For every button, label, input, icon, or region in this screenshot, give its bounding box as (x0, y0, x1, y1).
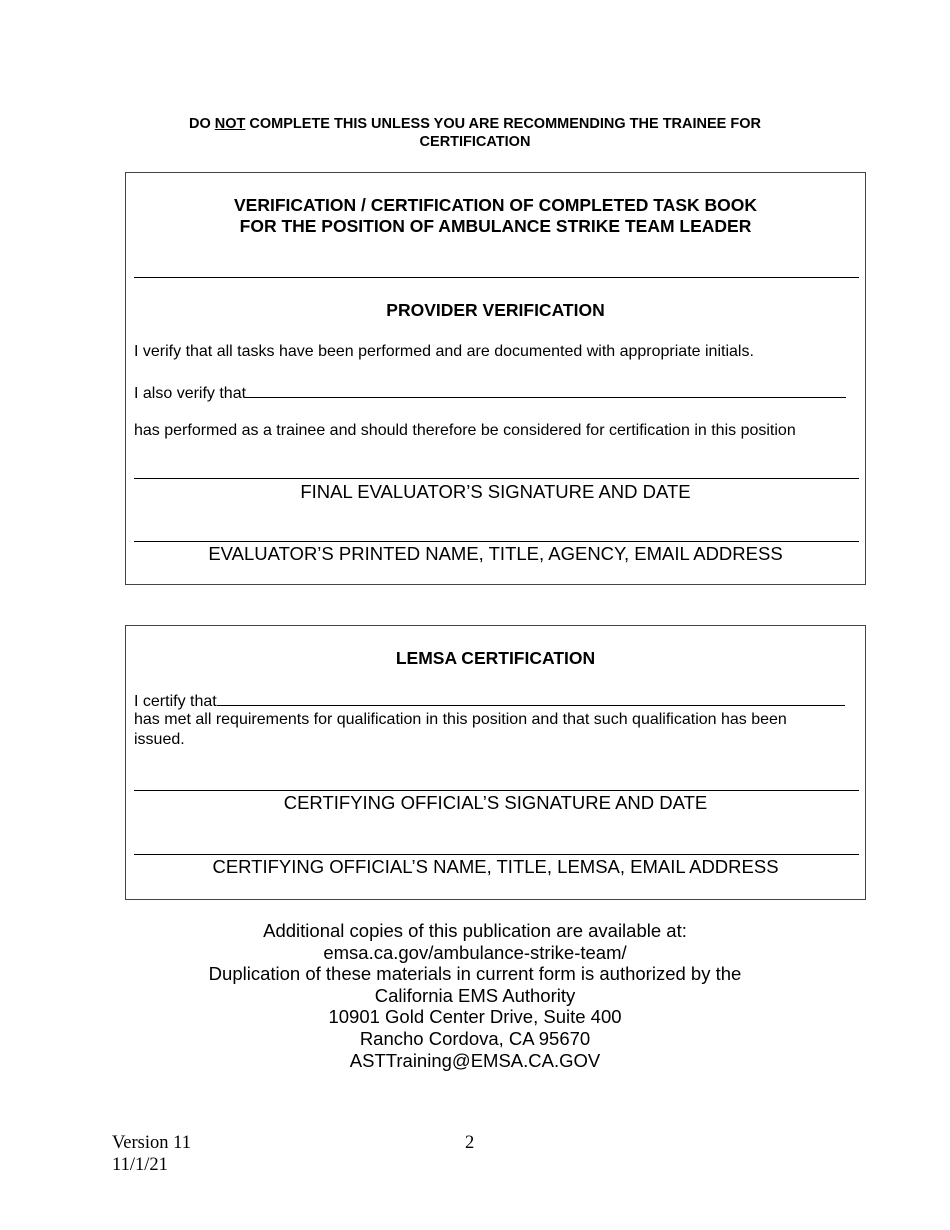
lemsa-certification-box (125, 625, 866, 900)
final-evaluator-signature-label: FINAL EVALUATOR’S SIGNATURE AND DATE (300, 481, 691, 502)
certifying-official-name-field[interactable] (134, 854, 859, 855)
requirements-statement-line-1: has met all requirements for qualification in this position and that such qualification has been (134, 711, 787, 728)
footer-email: ASTTraining@EMSA.CA.GOV (349, 1049, 601, 1071)
evaluator-printed-name-label: EVALUATOR’S PRINTED NAME, TITLE, AGENCY, EMAIL ADDRESS (208, 543, 783, 564)
footer-address: 10901 Gold Center Drive, Suite 400 (328, 1006, 622, 1028)
footer-city: Rancho Cordova, CA 95670 (359, 1027, 591, 1049)
footer-line: Additional copies of this publication are available at: (263, 920, 687, 941)
verification-title-line-1: VERIFICATION / CERTIFICATION OF COMPLETED TASK BOOK (233, 195, 758, 215)
version-date: 11/1/21 (112, 1155, 168, 1175)
version-label: Version 11 (112, 1133, 191, 1153)
warning-not-emphasis: NOT (214, 116, 246, 132)
divider-line (134, 277, 859, 278)
certification-warning (0, 115, 950, 151)
verification-box (125, 172, 866, 585)
lemsa-certification-heading: LEMSA CERTIFICATION (395, 648, 596, 668)
page-number: 2 (465, 1133, 475, 1153)
certifying-official-name-label: CERTIFYING OFFICIAL’S NAME, TITLE, LEMSA, EMAIL ADDRESS (212, 856, 779, 877)
provider-verification-heading: PROVIDER VERIFICATION (386, 300, 605, 320)
evaluator-printed-name-field[interactable] (134, 541, 859, 542)
version-info (112, 1132, 191, 1176)
publication-info (0, 920, 950, 1071)
footer-line: California EMS Authority (374, 984, 576, 1006)
certified-name-field[interactable] (217, 690, 845, 706)
warning-line-2: CERTIFICATION (419, 134, 531, 150)
verification-title-line-2: FOR THE POSITION OF AMBULANCE STRIKE TEAM LEADER (239, 216, 752, 236)
footer-url: emsa.ca.gov/ambulance-strike-team/ (323, 941, 627, 963)
certify-label: I certify that (134, 693, 217, 710)
certifying-official-signature-label: CERTIFYING OFFICIAL’S SIGNATURE AND DATE (283, 792, 708, 813)
warning-line-1: DO NOT COMPLETE THIS UNLESS YOU ARE RECOMMENDING THE TRAINEE FOR (189, 116, 761, 132)
final-evaluator-signature-field[interactable] (134, 478, 859, 479)
footer-line: Duplication of these materials in current form is authorized by the (208, 963, 742, 985)
trainee-name-line (134, 382, 846, 404)
requirements-statement-line-2: issued. (134, 731, 185, 748)
trainee-name-field[interactable] (246, 382, 846, 398)
certified-name-line (134, 690, 845, 712)
also-verify-label: I also verify that (134, 385, 247, 402)
verify-tasks-statement: I verify that all tasks have been performed and are documented with appropriate initials. (134, 343, 754, 360)
certifying-official-signature-field[interactable] (134, 790, 859, 791)
trainee-performed-statement: has performed as a trainee and should therefore be considered for certification in this position (134, 422, 796, 439)
